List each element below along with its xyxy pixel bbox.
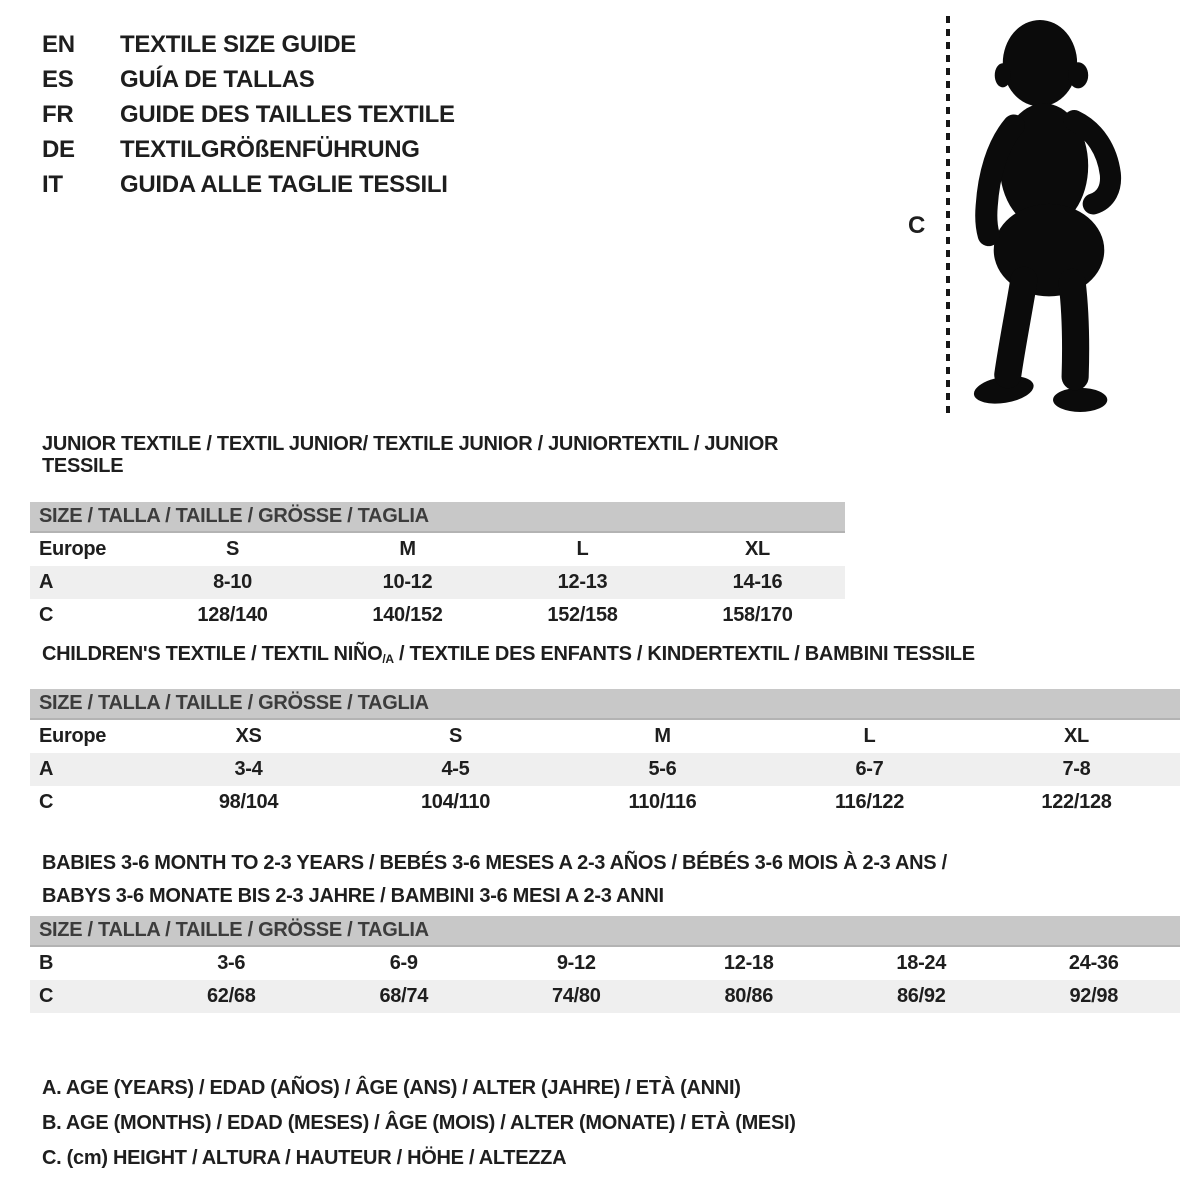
size-table-header: SIZE / TALLA / TAILLE / GRÖSSE / TAGLIA — [30, 689, 1180, 720]
table-row — [30, 786, 1180, 819]
section-title-text: / TEXTILE DES ENFANTS / KINDERTEXTIL / BAMBINI TESSILE — [393, 643, 975, 665]
section-title-line — [42, 885, 1180, 907]
size-cell: 4-5 — [441, 758, 470, 780]
section-title-text: BABYS 3-6 MONATE BIS 2-3 JAHRE / BAMBINI 3-6 MESI A 2-3 ANNI — [42, 885, 664, 907]
language-title: TEXTILE SIZE GUIDE — [120, 30, 356, 58]
height-dashed-line — [946, 16, 950, 417]
row-label: Europe — [39, 725, 107, 747]
section-title-text: JUNIOR TEXTILE / TEXTIL JUNIOR/ TEXTILE JUNIOR / JUNIORTEXTIL / JUNIOR TESSILE — [42, 433, 779, 477]
section-title — [30, 852, 1180, 907]
size-cell: 152/158 — [547, 604, 618, 626]
size-cell: L — [863, 725, 876, 747]
table-row — [30, 599, 845, 632]
section-title — [30, 643, 1180, 667]
size-table — [30, 502, 845, 632]
section-title-line — [42, 433, 845, 477]
row-label: C — [39, 985, 54, 1007]
size-cell: 98/104 — [218, 791, 279, 813]
size-cell: M — [654, 725, 671, 747]
table-row — [30, 980, 1180, 1013]
size-cell: 74/80 — [551, 985, 601, 1007]
toddler-silhouette-icon — [962, 17, 1136, 419]
size-cell: XL — [1064, 725, 1089, 747]
language-row — [42, 167, 455, 202]
language-title-list — [42, 27, 455, 202]
section-title-text: /A — [382, 652, 394, 666]
size-cell: 6-9 — [389, 952, 418, 974]
size-cell: 158/170 — [722, 604, 793, 626]
language-title: GUIDA ALLE TAGLIE TESSILI — [120, 170, 448, 198]
section-title-line — [42, 643, 1180, 667]
language-title: GUÍA DE TALLAS — [120, 65, 315, 93]
size-section-babies — [30, 852, 1180, 1013]
table-row — [30, 533, 845, 566]
legend-line: B. AGE (MONTHS) / EDAD (MESES) / ÂGE (MOIS) / ALTER (MONATE) / ETÀ (MESI) — [42, 1112, 796, 1134]
language-code: FR — [42, 100, 74, 128]
size-cell: 8-10 — [213, 571, 252, 593]
size-cell: 110/116 — [628, 791, 697, 813]
row-label: C — [39, 791, 54, 813]
size-cell: 68/74 — [379, 985, 429, 1007]
section-title — [30, 433, 845, 477]
size-cell: M — [399, 538, 416, 560]
size-table — [30, 916, 1180, 1013]
size-cell: 6-7 — [855, 758, 884, 780]
size-table-header: SIZE / TALLA / TAILLE / GRÖSSE / TAGLIA — [30, 916, 1180, 947]
size-cell: 5-6 — [648, 758, 677, 780]
section-title-line — [42, 852, 1180, 874]
size-cell: XS — [235, 725, 262, 747]
size-cell: 128/140 — [197, 604, 268, 626]
row-label: A — [39, 758, 54, 780]
table-row — [30, 947, 1180, 980]
row-label: B — [39, 952, 54, 974]
language-code: IT — [42, 170, 63, 198]
size-cell: 62/68 — [206, 985, 256, 1007]
section-title-text: BABIES 3-6 MONTH TO 2-3 YEARS / BEBÉS 3-6 MESES A 2-3 AÑOS / BÉBÉS 3-6 MOIS À 2-3 ANS / — [42, 852, 947, 874]
size-table-header: SIZE / TALLA / TAILLE / GRÖSSE / TAGLIA — [30, 502, 845, 533]
size-cell: 12-18 — [723, 952, 774, 974]
language-title: GUIDE DES TAILLES TEXTILE — [120, 100, 455, 128]
size-cell: 80/86 — [724, 985, 774, 1007]
row-label: Europe — [39, 538, 107, 560]
size-cell: 116/122 — [834, 791, 905, 813]
size-cell: 14-16 — [732, 571, 783, 593]
height-measure-label: C — [908, 212, 926, 239]
size-cell: 18-24 — [896, 952, 947, 974]
size-table — [30, 689, 1180, 819]
legend-line: C. (cm) HEIGHT / ALTURA / HAUTEUR / HÖHE / ALTEZZA — [42, 1147, 567, 1169]
language-row — [42, 132, 455, 167]
section-title-text: CHILDREN'S TEXTILE / TEXTIL NIÑO — [42, 643, 383, 665]
size-cell: 10-12 — [382, 571, 433, 593]
size-cell: 9-12 — [556, 952, 596, 974]
language-code: ES — [42, 65, 74, 93]
size-cell: 86/92 — [896, 985, 946, 1007]
language-code: EN — [42, 30, 75, 58]
size-cell: 92/98 — [1069, 985, 1119, 1007]
size-cell: S — [448, 725, 463, 747]
size-cell: 3-6 — [217, 952, 246, 974]
language-row — [42, 27, 455, 62]
size-section-children — [30, 643, 1180, 819]
table-row — [30, 753, 1180, 786]
language-code: DE — [42, 135, 75, 163]
size-cell: 3-4 — [234, 758, 263, 780]
size-cell: 104/110 — [420, 791, 491, 813]
legend-line: A. AGE (YEARS) / EDAD (AÑOS) / ÂGE (ANS) / ALTER (JAHRE) / ETÀ (ANNI) — [42, 1077, 741, 1099]
table-row — [30, 720, 1180, 753]
size-cell: 7-8 — [1062, 758, 1091, 780]
measurement-legend — [42, 1071, 796, 1176]
size-cell: 140/152 — [372, 604, 443, 626]
size-section-junior — [30, 433, 845, 632]
row-label: C — [39, 604, 54, 626]
language-title: TEXTILGRÖßENFÜHRUNG — [120, 135, 420, 163]
size-cell: 24-36 — [1068, 952, 1119, 974]
table-row — [30, 566, 845, 599]
size-cell: XL — [745, 538, 770, 560]
size-cell: S — [225, 538, 240, 560]
row-label: A — [39, 571, 54, 593]
size-cell: 122/128 — [1041, 791, 1112, 813]
language-row — [42, 97, 455, 132]
language-row — [42, 62, 455, 97]
size-cell: 12-13 — [557, 571, 608, 593]
size-cell: L — [576, 538, 589, 560]
